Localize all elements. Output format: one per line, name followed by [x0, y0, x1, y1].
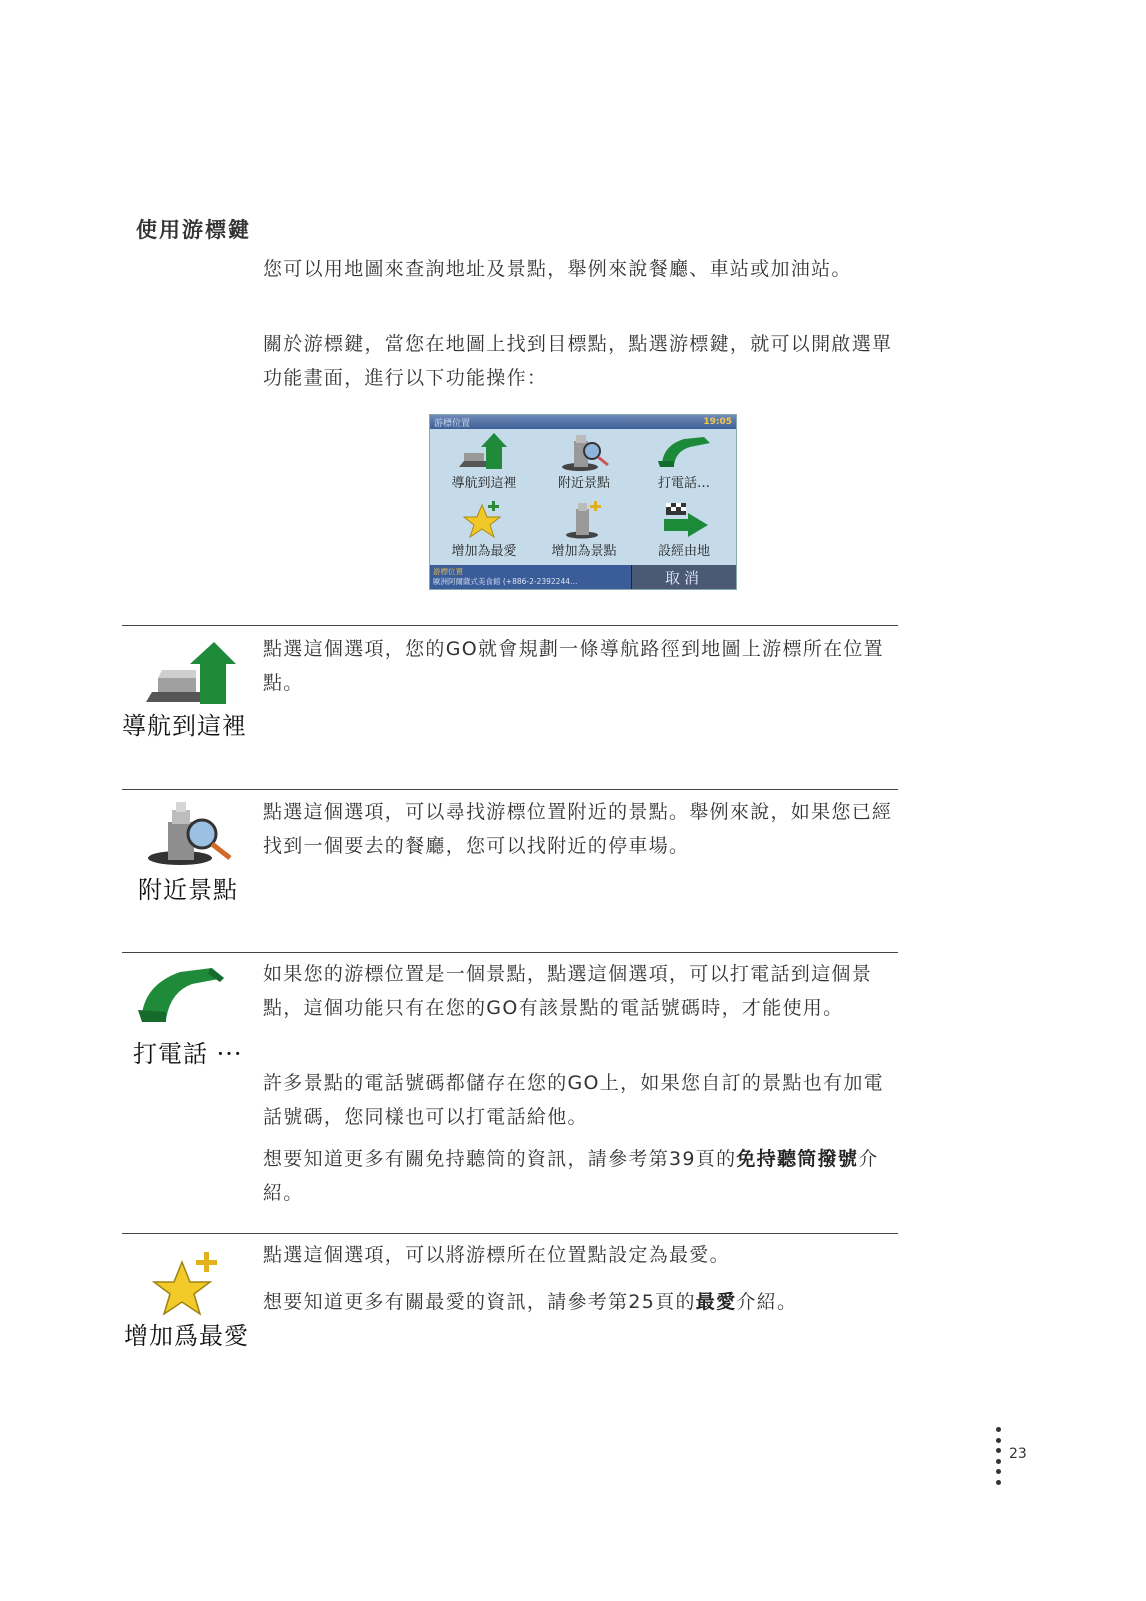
- nearby-poi-icon: [140, 800, 240, 870]
- navigate-paragraph: 點選這個選項，您的GO就會規劃一條導航路徑到地圖上游標所在位置點。: [263, 638, 884, 694]
- menu-navigate-here[interactable]: 導航到這裡: [434, 431, 534, 491]
- intro-paragraph-2: 關於游標鍵，當您在地圖上找到目標點，點選游標鍵，就可以開啟選單功能畫面，進行以下功能操作：: [263, 333, 893, 389]
- phone-label: 打電話 ···: [133, 1040, 243, 1068]
- nearby-poi-paragraph: 點選這個選項，可以尋找游標位置附近的景點。舉例來說，如果您已經找到一個要去的餐廳，您可以找附近的停車場。: [263, 801, 893, 857]
- phone-icon: [634, 431, 734, 471]
- screenshot-menu-grid: [430, 429, 736, 565]
- menu-add-poi[interactable]: 增加為景點: [534, 499, 634, 559]
- star-icon: [148, 1250, 238, 1320]
- handsfree-link-text: 免持聽筒撥號: [736, 1148, 859, 1170]
- page-number: 23: [1009, 1446, 1027, 1462]
- favorite-paragraph-1: 點選這個選項，可以將游標所在位置點設定為最愛。: [263, 1244, 730, 1266]
- phone-paragraph-2: 許多景點的電話號碼都儲存在您的GO上，如果您自訂的景點也有加電話號碼，您同樣也可以打電話給他。: [263, 1072, 884, 1128]
- screenshot-titlebar: [430, 415, 736, 429]
- screenshot-address: 游標位置 歐洲阿爾薩式美食館 (+886-2-2392244…: [430, 565, 631, 589]
- phone-icon: [132, 962, 232, 1032]
- favorite-link-text: 最愛: [695, 1291, 737, 1313]
- divider: [122, 789, 898, 790]
- cursor-menu-screenshot: [429, 414, 737, 590]
- screenshot-bottombar: [430, 565, 736, 589]
- screenshot-title: 游標位置: [434, 418, 471, 429]
- menu-call[interactable]: 打電話…: [634, 431, 734, 491]
- navigate-label: 導航到這裡: [122, 712, 247, 740]
- divider: [122, 1233, 898, 1234]
- favorite-paragraph-2: 想要知道更多有關最愛的資訊，請參考第25頁的最愛介紹。: [263, 1291, 798, 1313]
- favorite-label: 增加爲最愛: [124, 1322, 249, 1350]
- screenshot-cancel-button[interactable]: 取消: [631, 565, 736, 589]
- navigate-icon: [140, 640, 240, 710]
- add-poi-icon: [534, 499, 634, 539]
- navigate-icon: [434, 431, 534, 471]
- menu-nearby-poi[interactable]: 附近景點: [534, 431, 634, 491]
- via-icon: [634, 499, 734, 539]
- intro-paragraph-1: 您可以用地圖來查詢地址及景點，舉例來說餐廳、車站或加油站。: [263, 258, 852, 280]
- screenshot-time: 19:05: [703, 417, 732, 427]
- star-icon: [434, 499, 534, 539]
- divider: [122, 625, 898, 626]
- nearby-poi-label: 附近景點: [138, 876, 238, 904]
- section-heading: 使用游標鍵: [136, 218, 251, 242]
- menu-via[interactable]: 設經由地: [634, 499, 734, 559]
- divider: [122, 952, 898, 953]
- phone-paragraph-3: 想要知道更多有關免持聽筒的資訊，請參考第39頁的免持聽筒撥號介紹。: [263, 1148, 879, 1204]
- page-dots-decoration: [996, 1427, 1002, 1490]
- menu-add-favorite[interactable]: 增加為最愛: [434, 499, 534, 559]
- nearby-poi-icon: [534, 431, 634, 471]
- phone-paragraph-1: 如果您的游標位置是一個景點，點選這個選項，可以打電話到這個景點，這個功能只有在您的GO有該景點的電話號碼時，才能使用。: [263, 963, 873, 1019]
